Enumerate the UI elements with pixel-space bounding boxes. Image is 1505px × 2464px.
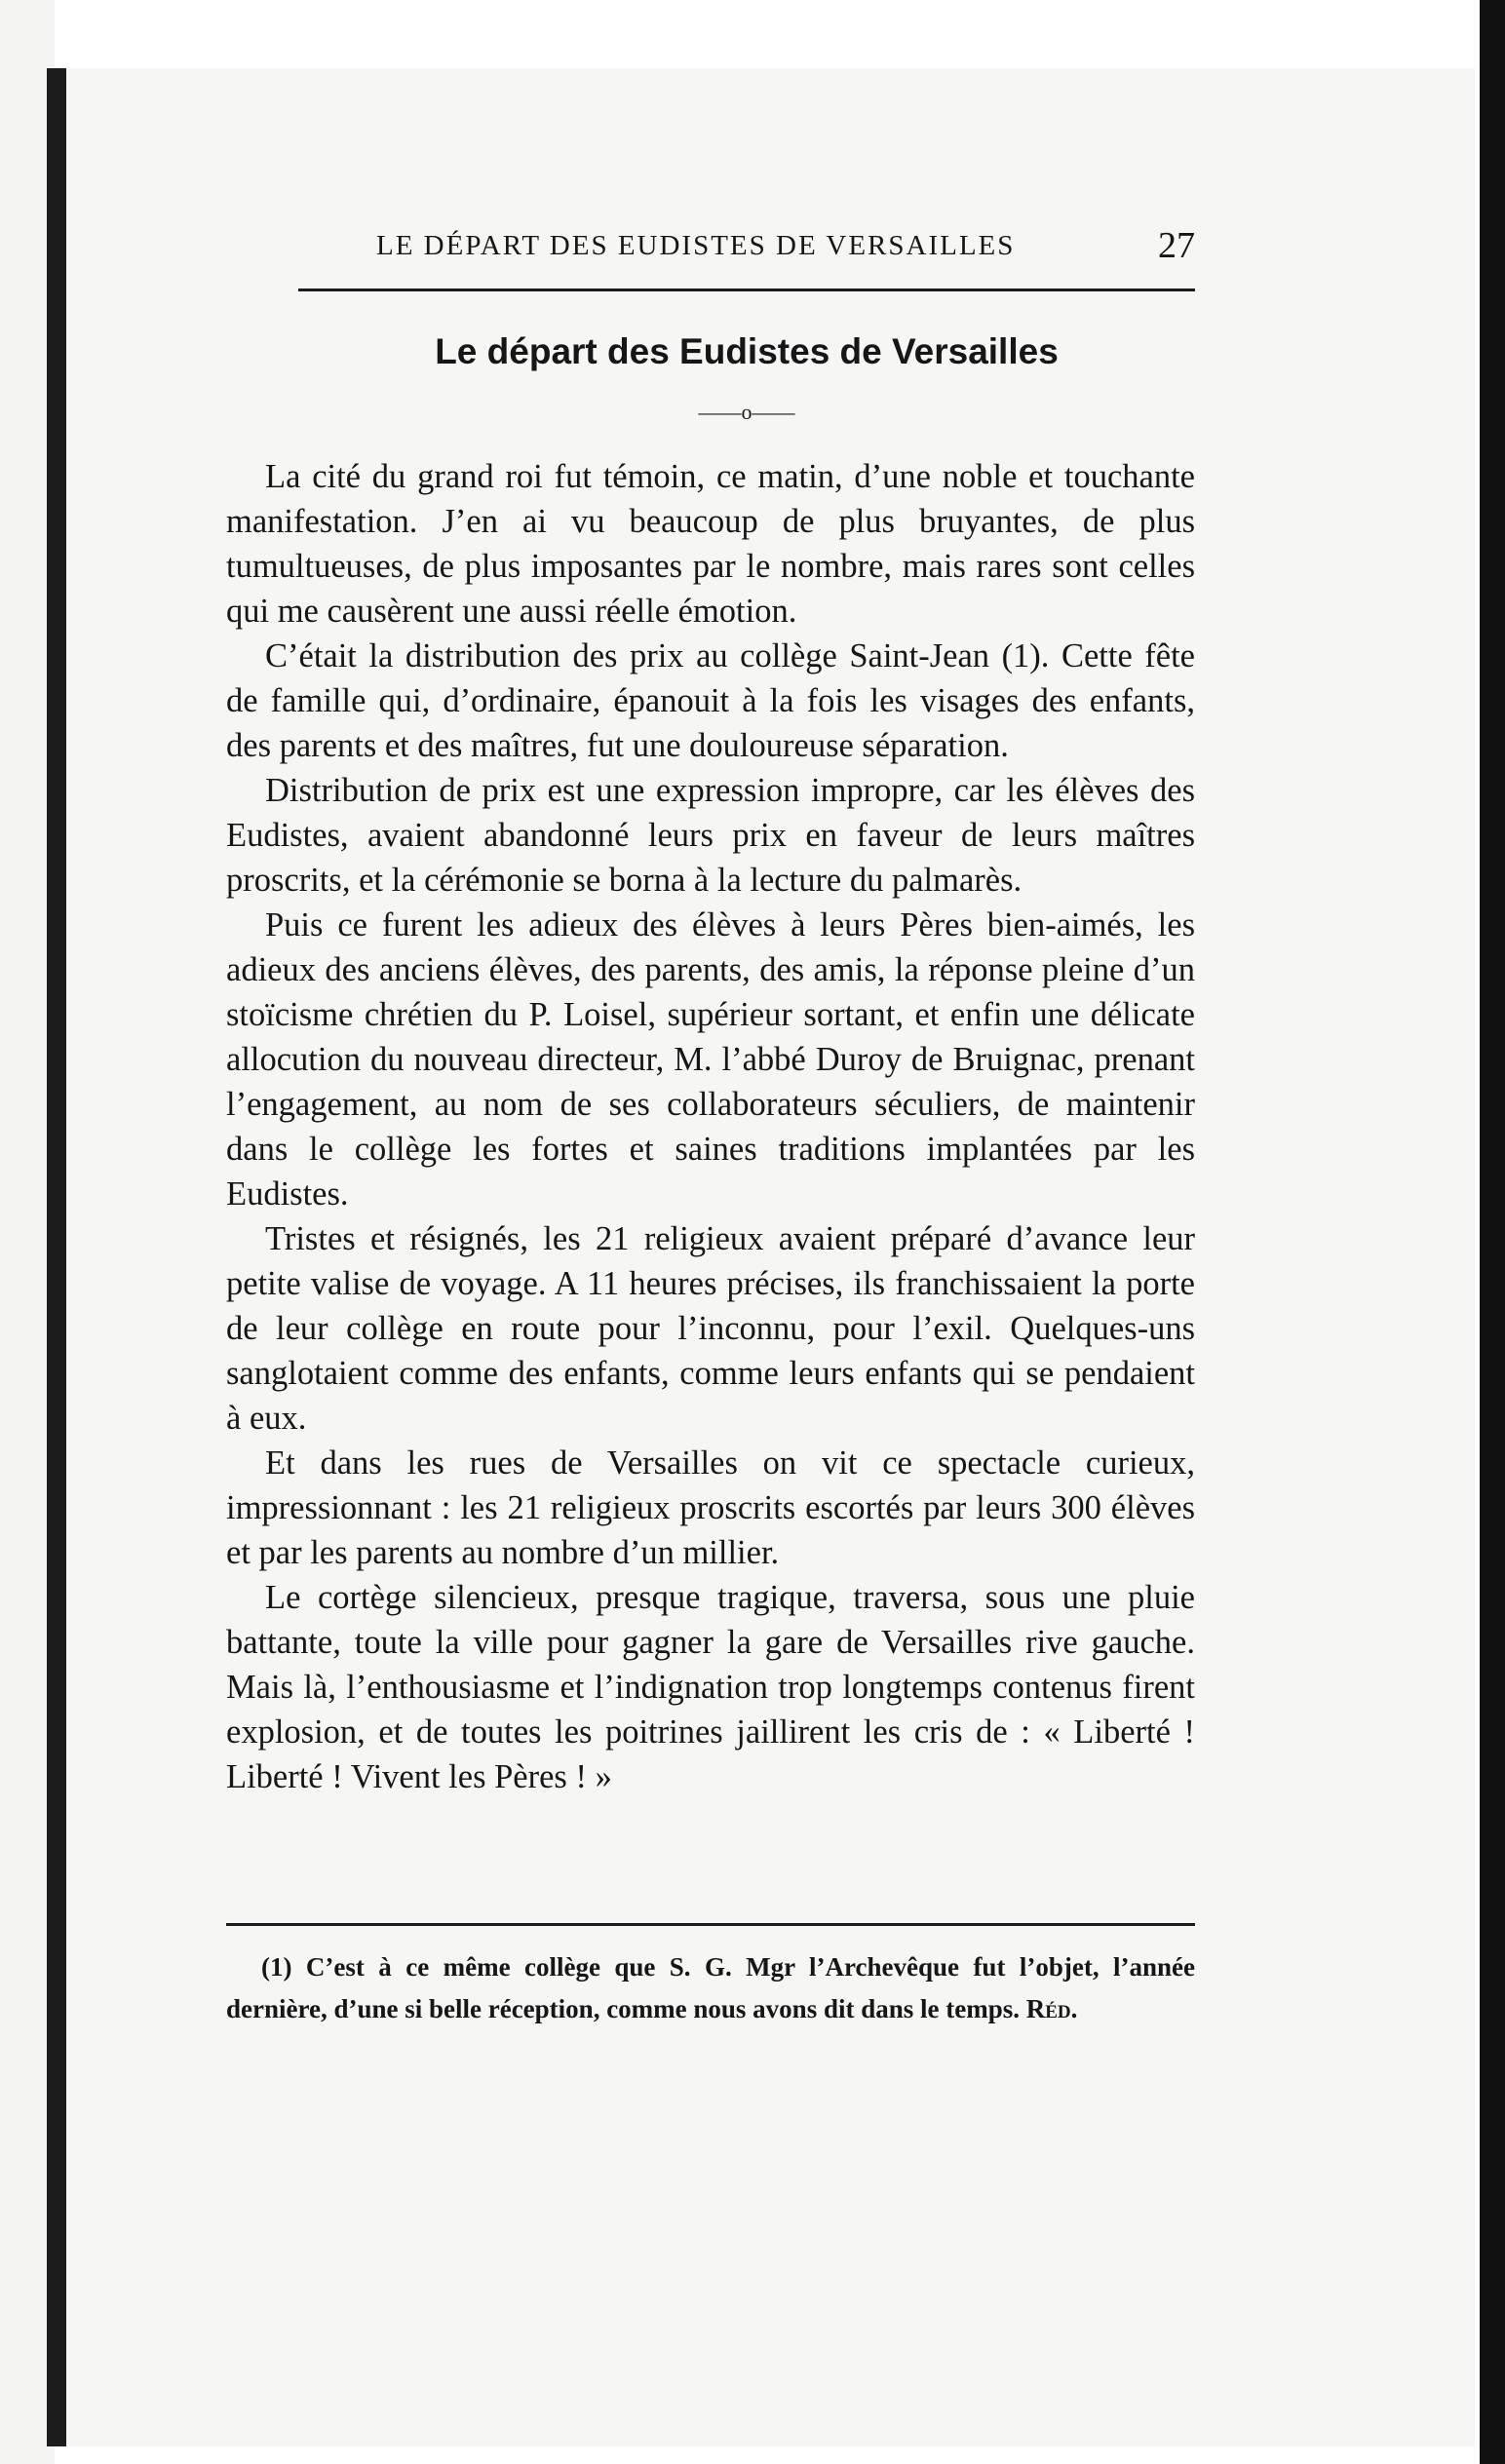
running-header [298, 225, 1195, 291]
paragraph-2: C’était la distribution des prix au collège Saint-Jean (1). Cette fête de famille qui, d’ordinaire, épanouit à la fois les visages des enfants, des parents et des maîtres, fut une douloureuse séparation. [226, 637, 1195, 764]
paragraph-3: Distribution de prix est une expression impropre, car les élèves des Eudistes, avaient abandonné leurs prix en faveur de leurs maîtres proscrits, et la cérémonie se borna à la lecture du palmarès. [226, 772, 1195, 899]
footnote-signature: Réd. [1025, 1994, 1078, 2023]
paragraph-7: Le cortège silencieux, presque tragique, traversa, sous une pluie battante, toute la ville pour gagner la gare de Versailles rive gauche. Mais là, l’enthousiasme et l’indignation trop longtemps contenus firent explosion, et de toutes les poitrines jaillirent les cris de : « Liberté ! Liberté ! Vivent les Pères ! » [226, 1579, 1195, 1795]
paragraph-4: Puis ce furent les adieux des élèves à leurs Pères bien-aimés, les adieux des anciens élèves, des parents, des amis, la réponse pleine d’un stoïcisme chrétien du P. Loisel, supérieur sortant, et enfin une délicate allocution du nouveau directeur, M. l’abbé Duroy de Bruignac, prenant l’engagement, au nom de ses collaborateurs séculiers, de maintenir dans le collège les fortes et saines traditions implantées par les Eudistes. [226, 906, 1195, 1213]
article-body [226, 454, 1195, 1799]
title-ornament: ——o—— [698, 400, 795, 424]
scan-right-margin [1480, 0, 1505, 2464]
paragraph-1: La cité du grand roi fut témoin, ce matin, d’une noble et touchante manifestation. J’en ai vu beaucoup de plus bruyantes, de plus tumultueuses, de plus imposantes par le nombre, mais rares sont celles qui me causèrent une aussi réelle émotion. [226, 458, 1195, 630]
paragraph-5: Tristes et résignés, les 21 religieux avaient préparé d’avance leur petite valise de voyage. A 11 heures précises, ils franchissaient la porte de leur collège en route pour l’inconnu, pour l’exil. Quelques-uns sanglotaient comme des enfants, comme leurs enfants qui se pendaient à eux. [226, 1220, 1195, 1437]
footnote-divider [226, 1923, 1195, 1926]
page-number: 27 [1158, 225, 1195, 266]
paragraph-6: Et dans les rues de Versailles on vit ce spectacle curieux, impressionnant : les 21 religieux proscrits escortés par leurs 300 élèves et par les parents au nombre d’un millier. [226, 1444, 1195, 1571]
article-title: Le départ des Eudistes de Versailles [435, 331, 1059, 371]
running-title: LE DÉPART DES EUDISTES DE VERSAILLES [376, 230, 1016, 261]
scan-left-margin [0, 0, 55, 2464]
footnote [226, 1946, 1195, 2030]
footnote-text: (1) C’est à ce même collège que S. G. Mgr l’Archevêque fut l’objet, l’année dernière, d’une si belle réception, comme nous avons dit dans le temps. [226, 1952, 1195, 2023]
